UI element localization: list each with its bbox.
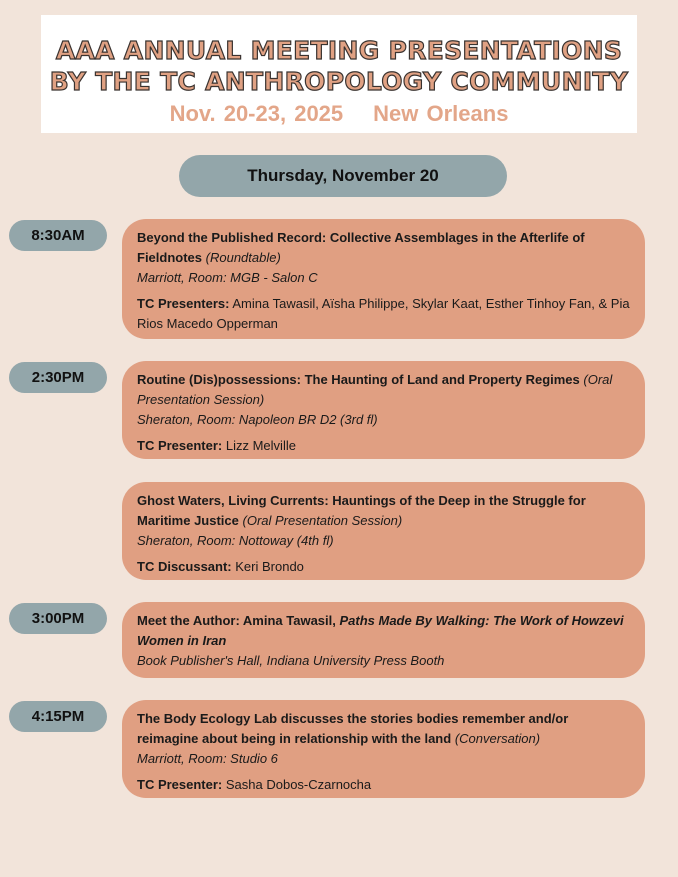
event-title: Routine (Dis)possessions: The Haunting of Land and Property Regimes (137, 372, 580, 387)
event-card (122, 482, 645, 580)
time-badge: 2:30PM (9, 362, 107, 393)
event-people (137, 294, 631, 334)
people-names: Sasha Dobos-Czarnocha (225, 777, 372, 792)
header-subtitle (41, 101, 637, 127)
header-banner (41, 15, 637, 133)
event-people (137, 775, 631, 795)
time-badge: 4:15PM (9, 701, 107, 732)
people-names: Keri Brondo (235, 559, 304, 574)
people-names: Amina Tawasil, Aïsha Philippe, Skylar Kaat, Esther Tinhoy Fan, & Pia Rios Macedo Opperman (137, 296, 630, 331)
event-title: Meet the Author: Amina Tawasil, (137, 613, 340, 628)
event-type: (Conversation) (454, 731, 541, 746)
role-label: TC Discussant: (137, 559, 232, 574)
event-people (137, 557, 631, 577)
event-card (122, 602, 645, 678)
role-label: TC Presenter: (137, 438, 223, 453)
event-type: (Roundtable) (205, 250, 281, 265)
event-city: New Orleans (373, 101, 509, 126)
event-location: Sheraton, Room: Nottoway (4th fl) (137, 533, 334, 548)
event-card (122, 219, 645, 339)
event-dates: Nov. 20-23, 2025 (169, 101, 344, 126)
header-title-line2: BY THE TC ANTHROPOLOGY COMMUNITY (49, 67, 629, 96)
event-title: The Body Ecology Lab discusses the stories bodies remember and/or reimagine about being in relationship with the land (137, 711, 569, 746)
time-badge: 8:30AM (9, 220, 107, 251)
event-location: Book Publisher's Hall, Indiana University Press Booth (137, 653, 445, 668)
event-people (137, 436, 631, 456)
role-label: TC Presenter: (137, 777, 223, 792)
event-location: Marriott, Room: MGB - Salon C (137, 270, 318, 285)
day-heading: Thursday, November 20 (179, 155, 507, 197)
event-location: Sheraton, Room: Napoleon BR D2 (3rd fl) (137, 412, 378, 427)
event-title: Ghost Waters, Living Currents: Hauntings of the Deep in the Struggle for Maritime Justice (137, 493, 586, 528)
event-card (122, 361, 645, 459)
event-type: (Oral Presentation Session) (242, 513, 403, 528)
people-names: Lizz Melville (225, 438, 296, 453)
header-title-line1: AAA ANNUAL MEETING PRESENTATIONS (55, 36, 623, 65)
book-title: Paths Made By Walking: The Work of Howzevi Women in Iran (137, 613, 624, 648)
time-badge: 3:00PM (9, 603, 107, 634)
event-title: Beyond the Published Record: Collective Assemblages in the Afterlife of Fieldnotes (137, 230, 585, 265)
event-card (122, 700, 645, 798)
event-type: (Oral Presentation Session) (137, 372, 613, 407)
event-location: Marriott, Room: Studio 6 (137, 751, 278, 766)
role-label: TC Presenters: (137, 296, 230, 311)
